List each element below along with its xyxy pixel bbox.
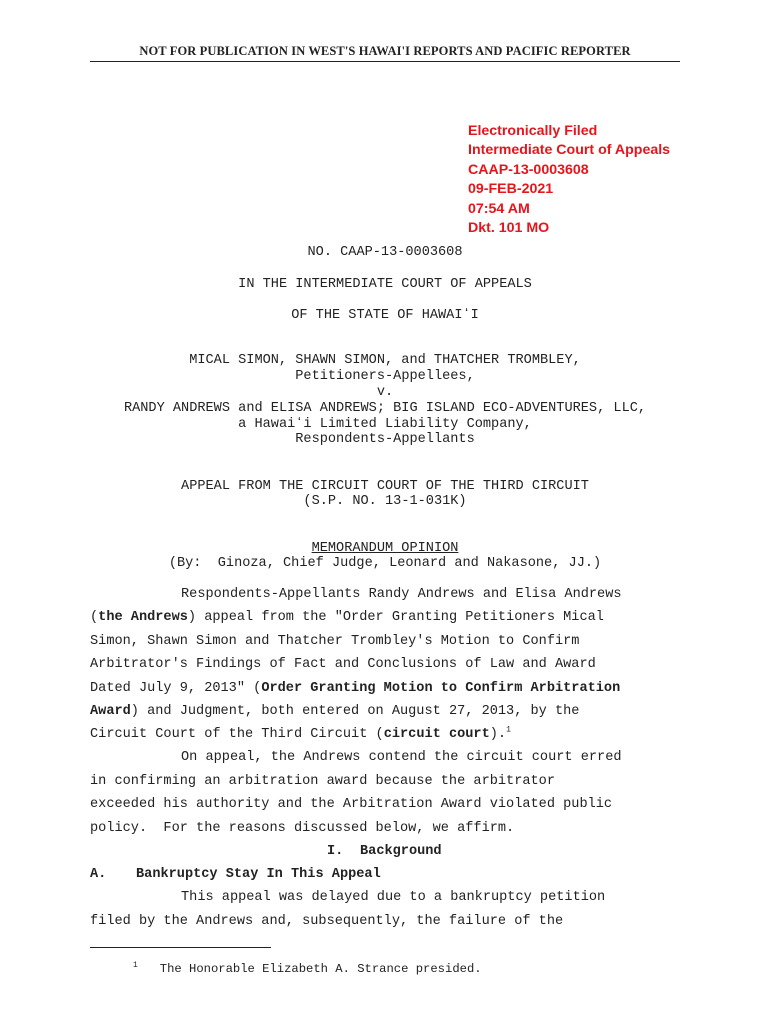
footnote-reference: 1: [506, 725, 511, 735]
petitioners-names: MICAL SIMON, SHAWN SIMON, and THATCHER TROMBLEY,: [189, 353, 581, 368]
publication-header: NOT FOR PUBLICATION IN WEST'S HAWAI'I REPORTS AND PACIFIC REPORTER: [90, 44, 680, 62]
court-name-line-1: IN THE INTERMEDIATE COURT OF APPEALS: [238, 277, 532, 292]
respondents-names: RANDY ANDREWS and ELISA ANDREWS; BIG ISLAND ECO-ADVENTURES, LLC,: [123, 401, 647, 416]
defined-term: circuit court: [383, 727, 490, 742]
section-number: I.: [327, 844, 344, 859]
stamp-line: CAAP-13-0003608: [468, 161, 589, 178]
footnote: [133, 962, 482, 976]
filing-stamp: [468, 122, 670, 238]
section-heading: Background: [360, 844, 442, 859]
lower-case-number: (S.P. NO. 13-1-031K): [303, 494, 467, 509]
paragraph-line: Simon, Shawn Simon and Thatcher Trombley's Motion to Confirm: [90, 634, 580, 649]
paragraph-line: in confirming an arbitration award because the arbitrator: [90, 774, 555, 789]
paragraph-line: Circuit Court of the Third Circuit (circuit court).$^1$: [90, 725, 511, 742]
footnote-number: 1: [133, 960, 138, 970]
subsection-letter: A.: [90, 867, 107, 882]
case-number: NO. CAAP-13-0003608: [307, 245, 463, 260]
paragraph-line: Arbitrator's Findings of Fact and Conclusions of Law and Award: [90, 657, 596, 672]
paragraph-line: Dated July 9, 2013" (Order Granting Motion to Confirm Arbitration: [90, 681, 621, 696]
paragraph-line: Award) and Judgment, both entered on August 27, 2013, by the: [90, 704, 580, 719]
stamp-line: 09-FEB-2021: [468, 181, 554, 198]
paragraph-line: Respondents-Appellants Randy Andrews and Elisa Andrews: [181, 587, 622, 602]
footnote-text: The Honorable Elizabeth A. Strance presided.: [159, 962, 482, 976]
panel-line: (By: Ginoza, Chief Judge, Leonard and Nakasone, JJ.): [168, 556, 602, 571]
paragraph-line: filed by the Andrews and, subsequently, the failure of the: [90, 914, 564, 929]
appeal-from-line: APPEAL FROM THE CIRCUIT COURT OF THE THIRD CIRCUIT: [181, 479, 589, 494]
defined-term: Award: [90, 704, 131, 719]
subsection-heading: Bankruptcy Stay In This Appeal: [136, 867, 381, 882]
opinion-title: MEMORANDUM OPINION: [311, 541, 459, 556]
paragraph-line: On appeal, the Andrews contend the circuit court erred: [181, 750, 622, 765]
stamp-line: Dkt. 101 MO: [468, 220, 550, 237]
court-name-line-2: OF THE STATE OF HAWAIʻI: [291, 308, 479, 323]
versus: v.: [376, 385, 394, 400]
paragraph-line: policy. For the reasons discussed below, we affirm.: [90, 821, 515, 836]
paragraph-line: This appeal was delayed due to a bankruptcy petition: [181, 890, 606, 905]
respondents-role: Respondents-Appellants: [295, 432, 475, 447]
stamp-line: Intermediate Court of Appeals: [468, 142, 671, 159]
stamp-line: 07:54 AM: [468, 200, 530, 217]
stamp-line: Electronically Filed: [468, 123, 598, 139]
petitioners-role: Petitioners-Appellees,: [295, 369, 475, 384]
paragraph-line: (the Andrews) appeal from the "Order Granting Petitioners Mical: [90, 610, 604, 625]
defined-term: Order Granting Motion to Confirm Arbitration: [261, 681, 621, 696]
respondents-entity: a Hawaiʻi Limited Liability Company,: [238, 417, 532, 432]
footnote-divider: [90, 947, 271, 948]
defined-term: the Andrews: [98, 610, 188, 625]
paragraph-line: exceeded his authority and the Arbitration Award violated public: [90, 797, 613, 812]
